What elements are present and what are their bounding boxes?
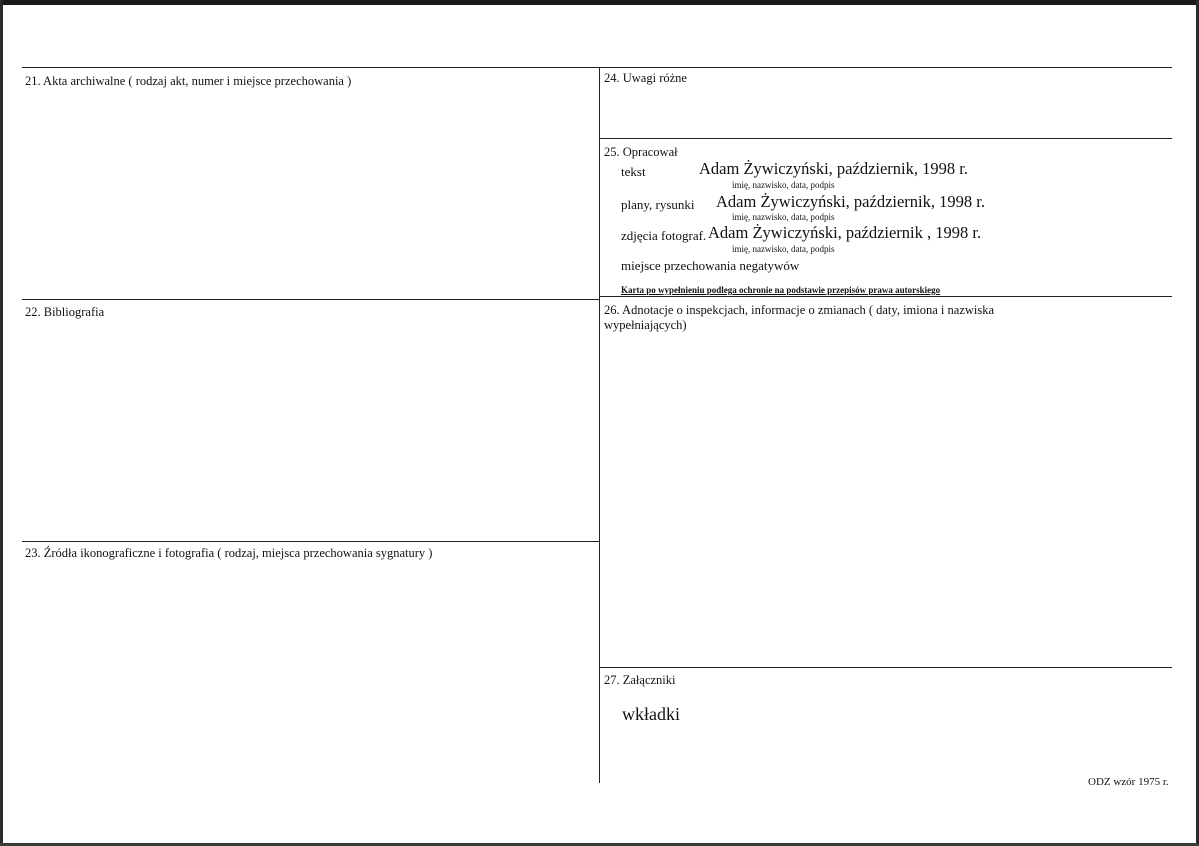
rule-26-27 bbox=[599, 667, 1172, 668]
row-zdjecia-title: zdjęcia fotograf. bbox=[621, 228, 707, 243]
copyright-note: Karta po wypełnieniu podlega ochronie na podstawie przepisów prawa autorskiego bbox=[621, 285, 941, 295]
row-tekst-caption: imię, nazwisko, data, podpis bbox=[732, 180, 835, 190]
section-22-label: 22. Bibliografia bbox=[25, 305, 105, 319]
row-tekst-title: tekst bbox=[621, 164, 646, 179]
section-25-label: 25. Opracował bbox=[604, 145, 678, 159]
row-plany-caption: imię, nazwisko, data, podpis bbox=[732, 212, 835, 222]
row-plany-value: Adam Żywiczyński, październik, 1998 r. bbox=[716, 192, 985, 211]
attachments-value: wkładki bbox=[622, 704, 680, 724]
section-27-label: 27. Załączniki bbox=[604, 673, 676, 687]
column-divider bbox=[599, 67, 600, 783]
rule-24-25 bbox=[599, 138, 1172, 139]
section-24-label: 24. Uwagi różne bbox=[604, 71, 687, 85]
scan-edge-top bbox=[0, 0, 1199, 5]
row-zdjecia-caption: imię, nazwisko, data, podpis bbox=[732, 244, 835, 254]
negatives-label: miejsce przechowania negatywów bbox=[621, 258, 800, 273]
rule-25-26 bbox=[599, 296, 1172, 297]
row-plany-title: plany, rysunki bbox=[621, 197, 695, 212]
section-21-label: 21. Akta archiwalne ( rodzaj akt, numer i miejsce przechowania ) bbox=[25, 74, 352, 88]
rule-22-23 bbox=[22, 541, 599, 542]
row-zdjecia-value: Adam Żywiczyński, październik , 1998 r. bbox=[708, 223, 982, 242]
section-26-label: 26. Adnotacje o inspekcjach, informacje o zmianach ( daty, imiona i nazwiska bbox=[604, 303, 995, 317]
rule-21-22 bbox=[22, 299, 599, 300]
form-model-footer: ODZ wzór 1975 r. bbox=[1088, 776, 1169, 788]
section-26-label-cont: wypełniających) bbox=[604, 318, 687, 332]
row-tekst-value: Adam Żywiczyński, październik, 1998 r. bbox=[699, 159, 968, 178]
section-23-label: 23. Źródła ikonograficzne i fotografia ( rodzaj, miejsca przechowania sygnatury ) bbox=[25, 546, 433, 560]
scan-edge-left bbox=[0, 0, 3, 846]
top-rule bbox=[22, 67, 1172, 68]
